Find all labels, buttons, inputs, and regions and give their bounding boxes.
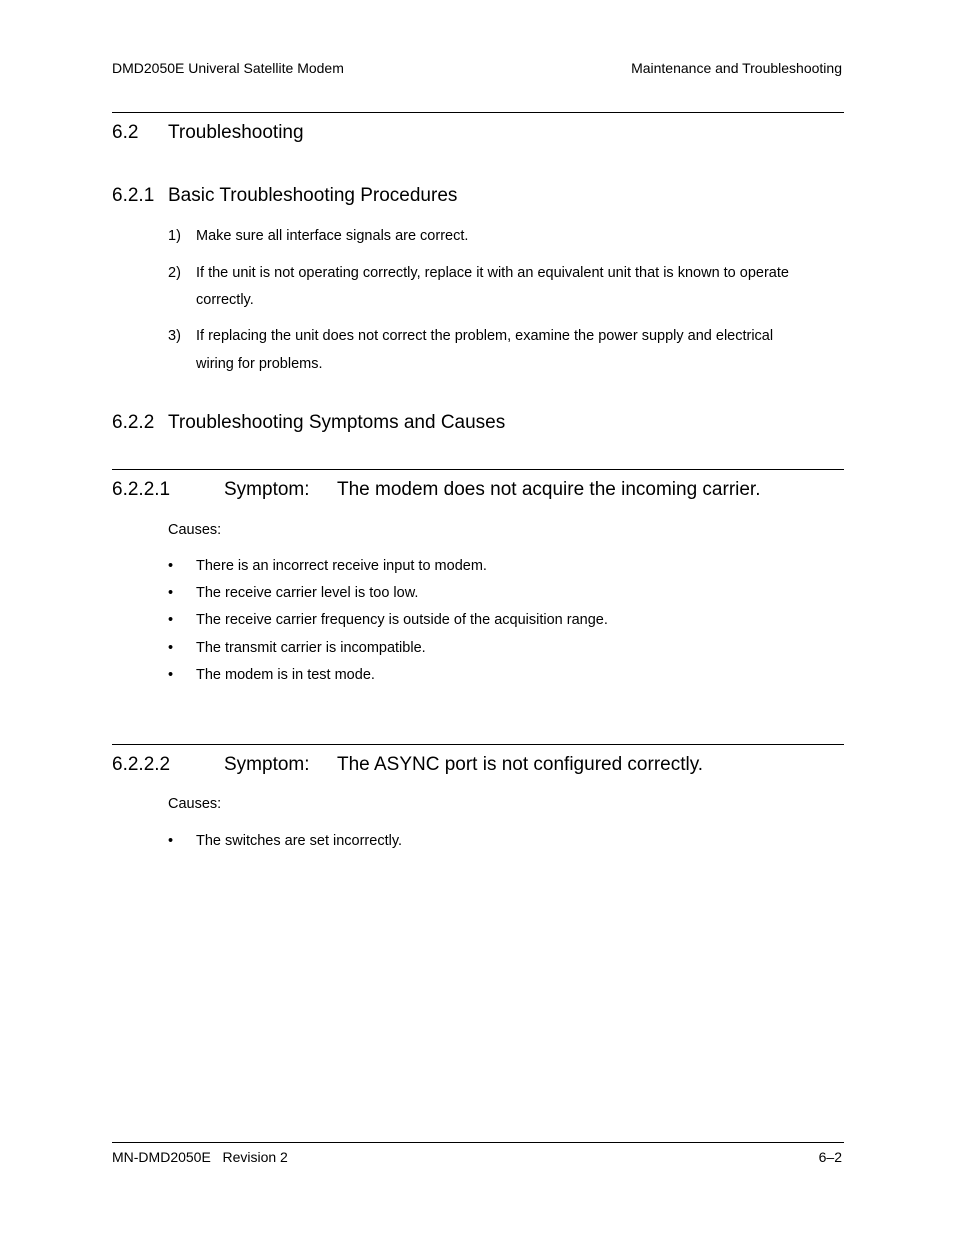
symptom-title: The modem does not acquire the incoming carrier.: [337, 479, 761, 500]
symptom-label: Symptom:: [224, 754, 310, 775]
bullet-marker: •: [168, 585, 174, 601]
cause-text: The modem is in test mode.: [196, 667, 375, 683]
procedure-marker: 2): [168, 265, 181, 281]
section-rule: [112, 744, 844, 745]
page-number: 6–2: [818, 1149, 842, 1165]
bullet-marker: •: [168, 612, 174, 628]
procedure-text-continued: wiring for problems.: [196, 356, 323, 372]
bullet-marker: •: [168, 640, 174, 656]
header-rule: [112, 112, 844, 113]
section-6-2-1-number: 6.2.1: [112, 185, 155, 206]
section-6-2-number: 6.2: [112, 122, 139, 143]
procedure-text: If replacing the unit does not correct the problem, examine the power supply and electrical: [196, 328, 774, 344]
procedure-marker: 3): [168, 328, 181, 344]
cause-text: There is an incorrect receive input to modem.: [196, 558, 487, 574]
procedure-text-continued: correctly.: [196, 292, 254, 308]
section-6-2-2-title: Troubleshooting Symptoms and Causes: [168, 412, 506, 433]
section-6-2-1-title: Basic Troubleshooting Procedures: [168, 185, 458, 206]
causes-label: Causes:: [168, 796, 222, 812]
section-6-2-title: Troubleshooting: [168, 122, 304, 143]
symptom-label: Symptom:: [224, 479, 310, 500]
procedure-text: Make sure all interface signals are correct.: [196, 228, 469, 244]
running-header-left: DMD2050E Univeral Satellite Modem: [112, 60, 344, 76]
cause-text: The switches are set incorrectly.: [196, 833, 403, 849]
footer-rule: [112, 1142, 844, 1143]
bullet-marker: •: [168, 558, 174, 574]
section-6-2-2-2-number: 6.2.2.2: [112, 754, 171, 775]
cause-text: The receive carrier level is too low.: [196, 585, 419, 601]
cause-text: The receive carrier frequency is outside of the acquisition range.: [196, 612, 608, 628]
bullet-marker: •: [168, 667, 174, 683]
section-6-2-2-1-number: 6.2.2.1: [112, 479, 171, 500]
symptom-title: The ASYNC port is not configured correctly.: [337, 754, 704, 775]
procedure-marker: 1): [168, 228, 181, 244]
footer-doc-id: MN-DMD2050E Revision 2: [112, 1149, 288, 1165]
procedure-text: If the unit is not operating correctly, replace it with an equivalent unit that is known to operate: [196, 265, 789, 281]
causes-label: Causes:: [168, 522, 222, 538]
section-rule: [112, 469, 844, 470]
cause-text: The transmit carrier is incompatible.: [196, 640, 426, 656]
running-header-right: Maintenance and Troubleshooting: [631, 60, 842, 76]
section-6-2-2-number: 6.2.2: [112, 412, 155, 433]
bullet-marker: •: [168, 833, 174, 849]
